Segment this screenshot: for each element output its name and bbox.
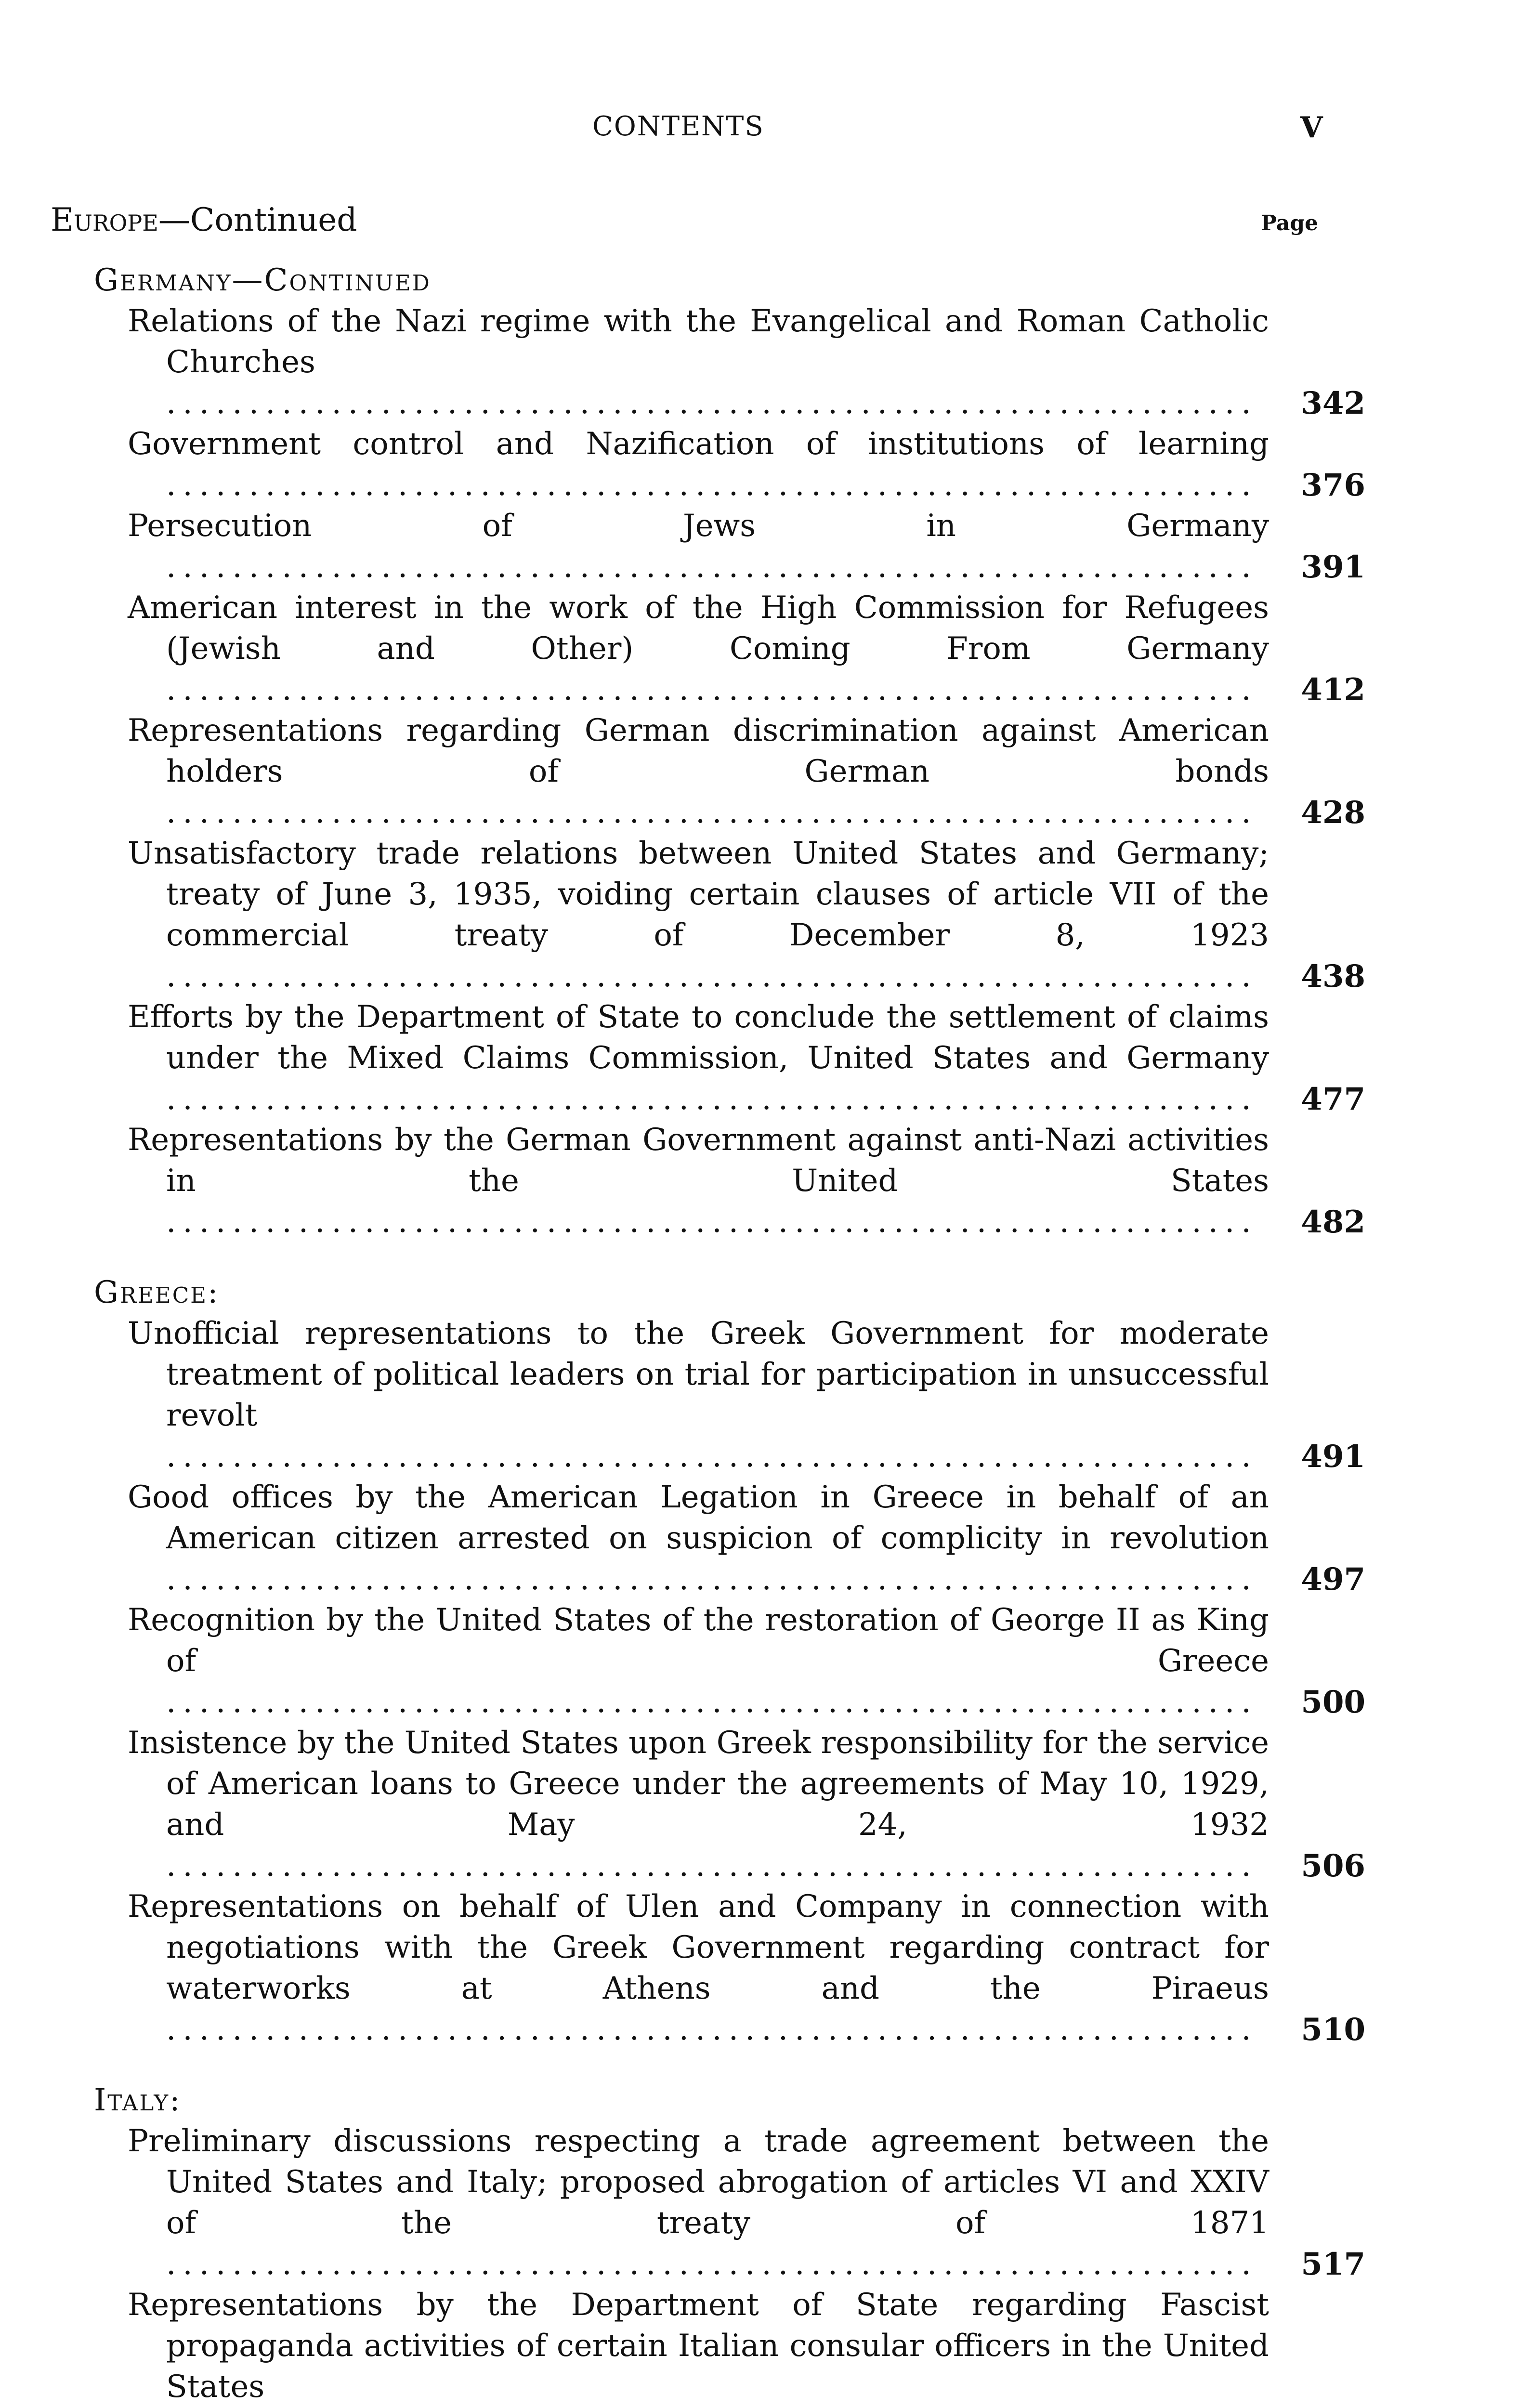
- toc-entry: [94, 997, 1365, 1120]
- region-continued: —Continued: [158, 201, 357, 238]
- leader-dots: ..................................................................: [166, 1684, 1258, 1720]
- leader-dots: ..................................................................: [166, 1439, 1258, 1474]
- toc-entry-page: 497: [1301, 1561, 1365, 1597]
- country-suffix: :: [208, 1275, 220, 1310]
- toc-entry-title: Unofficial representations to the Greek Government for moderate treatment of political leaders on trial for participation in unsuccessful revolt: [128, 1316, 1269, 1433]
- toc-entry-title: Insistence by the United States upon Greek responsibility for the service of American loans to Greece under the agreements of May 10, 1929, and May 24, 1932: [128, 1725, 1269, 1843]
- leader-dots: ..................................................................: [166, 549, 1258, 585]
- leader-dots: ..................................................................: [166, 1561, 1258, 1597]
- toc-entry-title: Representations on behalf of Ulen and Company in connection with negotiations with the Greek Government regarding contract for waterworks at Athens and the Piraeus: [128, 1889, 1269, 2006]
- country-heading: [94, 2080, 1365, 2121]
- country-suffix: —Continued: [232, 262, 431, 298]
- running-title: CONTENTS: [592, 111, 764, 142]
- toc-entry-title: Efforts by the Department of State to conclude the settlement of claims under the Mixed Claims Commission, United States and Germany: [128, 999, 1269, 1076]
- country-name: Italy: [94, 2082, 170, 2118]
- toc-entry: [94, 710, 1365, 833]
- toc-entry-title: Recognition by the United States of the restoration of George II as King of Greece: [128, 1602, 1269, 1679]
- toc-entry: [94, 301, 1365, 424]
- toc-entry: [94, 1600, 1365, 1723]
- leader-dots: ..................................................................: [166, 385, 1258, 421]
- toc-entry: [94, 1886, 1365, 2050]
- toc-entry: [94, 424, 1365, 506]
- toc-entry: [94, 506, 1365, 588]
- toc-entry-page: 491: [1301, 1439, 1365, 1475]
- toc-entry: [94, 588, 1365, 710]
- toc-entry-title: Representations regarding German discrimination against American holders of German bonds: [128, 713, 1269, 789]
- toc-entry-page: 438: [1301, 958, 1365, 995]
- leader-dots: ..................................................................: [166, 467, 1258, 503]
- toc-entry-page: 342: [1301, 385, 1365, 421]
- toc-entry-title: Government control and Nazification of institutions of learning: [128, 426, 1269, 462]
- toc-entry-page: 477: [1301, 1081, 1365, 1117]
- toc-entry-page: 506: [1301, 1848, 1365, 1884]
- leader-dots: ..................................................................: [166, 795, 1258, 830]
- toc-entry-page: 391: [1301, 549, 1365, 585]
- toc-entry-title: Persecution of Jews in Germany: [128, 508, 1269, 544]
- page-column-label: Page: [1261, 211, 1319, 236]
- region-heading: [51, 201, 357, 238]
- toc-entry: [94, 2121, 1365, 2285]
- toc-entry-title: Preliminary discussions respecting a trade agreement between the United States and Italy; proposed abrogation of articles VI and XXIV of the treaty of 1871: [128, 2123, 1269, 2241]
- leader-dots: ..................................................................: [166, 1204, 1258, 1240]
- toc-entry-page: 510: [1301, 2012, 1365, 2048]
- toc-entry-title: Representations by the Department of State regarding Fascist propaganda activities of certain Italian consular officers in the United States: [128, 2287, 1269, 2405]
- country-heading: [94, 260, 1365, 301]
- leader-dots: ..................................................................: [166, 1081, 1258, 1117]
- toc-entry: [94, 1477, 1365, 1600]
- country-heading: [94, 1272, 1365, 1313]
- leader-dots: ..................................................................: [166, 2012, 1258, 2047]
- toc-entry-title: Relations of the Nazi regime with the Evangelical and Roman Catholic Churches: [128, 303, 1269, 380]
- toc-entry: [94, 1120, 1365, 1243]
- leader-dots: ..................................................................: [166, 1848, 1258, 1884]
- toc-entry-title: Unsatisfactory trade relations between United States and Germany; treaty of June 3, 1935, voiding certain clauses of article VII of the commercial treaty of December 8, 1923: [128, 836, 1269, 953]
- toc-entry: [94, 1313, 1365, 1477]
- toc-entry-title: Good offices by the American Legation in Greece in behalf of an American citizen arrested on suspicion of complicity in revolution: [128, 1479, 1269, 1556]
- toc-entry-page: 412: [1301, 672, 1365, 708]
- toc-entry: [94, 833, 1365, 997]
- toc-entry-title: Representations by the German Government against anti-Nazi activities in the United States: [128, 1122, 1269, 1199]
- toc-entry-page: 428: [1301, 795, 1365, 831]
- toc-entry-page: 500: [1301, 1684, 1365, 1720]
- toc-entry-title: American interest in the work of the High Commission for Refugees (Jewish and Other) Coming From Germany: [128, 590, 1269, 667]
- leader-dots: ..................................................................: [166, 958, 1258, 994]
- leader-dots: ..................................................................: [166, 672, 1258, 707]
- toc-entry-page: 517: [1301, 2246, 1365, 2282]
- toc-entry: [94, 1723, 1365, 1886]
- page-number: V: [1300, 111, 1323, 144]
- toc-entry-page: 376: [1301, 467, 1365, 503]
- toc-list: [94, 260, 1365, 2408]
- region-label: Europe: [51, 201, 158, 238]
- toc-entry: [94, 2285, 1365, 2408]
- leader-dots: ..................................................................: [166, 2246, 1258, 2282]
- country-suffix: :: [170, 2082, 182, 2118]
- toc-entry-page: 482: [1301, 1204, 1365, 1240]
- country-name: Greece: [94, 1275, 208, 1310]
- running-head: [0, 111, 1518, 149]
- country-name: Germany: [94, 262, 232, 298]
